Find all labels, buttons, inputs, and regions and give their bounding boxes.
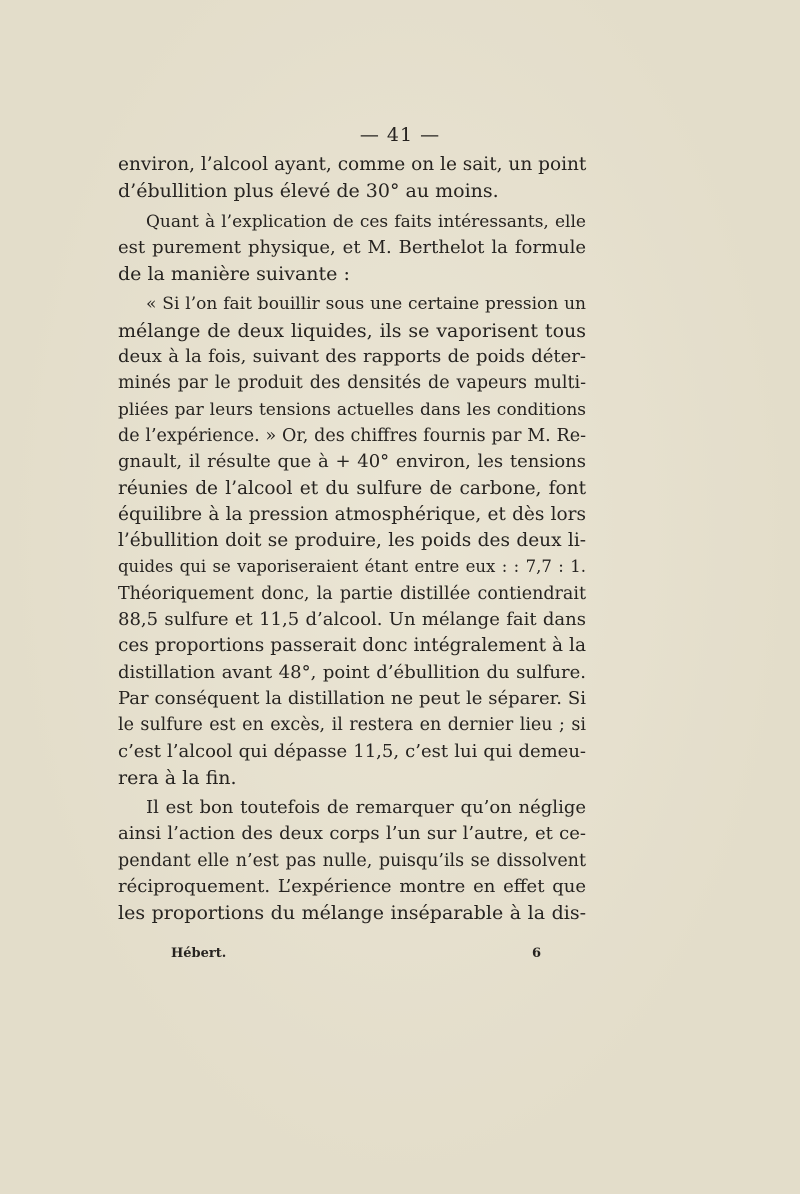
text-line: ces proportions passerait donc intégralement à la: [118, 635, 586, 657]
text-line: ainsi l’action des deux corps l’un sur l’autre, et ce-: [118, 823, 586, 845]
text-line: de la manière suivante :: [118, 263, 350, 286]
text-line: Quant à l’explication de ces faits intéressants, elle: [146, 211, 586, 232]
text-line: d’ébullition plus élevé de 30° au moins.: [118, 180, 499, 203]
text-line: mélange de deux liquides, ils se vaporisent tous: [118, 319, 586, 342]
text-line: de l’expérience. » Or, des chiffres fournis par M. Re-: [118, 425, 586, 446]
text-line: réciproquement. L’expérience montre en effet que: [118, 876, 586, 898]
text-line: est purement physique, et M. Berthelot la formule: [118, 236, 586, 258]
text-line: l’ébullition doit se produire, les poids des deux li-: [118, 530, 586, 552]
page-number: — 41 —: [359, 124, 441, 146]
text-line: gnault, il résulte que à + 40° environ, les tensions: [118, 451, 586, 473]
text-line: les proportions du mélange inséparable à la dis-: [118, 902, 586, 925]
text-line: Par conséquent la distillation ne peut le séparer. Si: [118, 687, 586, 709]
text-line: minés par le produit des densités de vapeurs multi-: [118, 373, 586, 394]
text-line: deux à la fois, suivant des rapports de poids déter-: [118, 346, 586, 368]
text-line: 88,5 sulfure et 11,5 d’alcool. Un mélange fait dans: [118, 609, 586, 631]
text-line: pliées par leurs tensions actuelles dans les conditions: [118, 399, 586, 420]
text-line: environ, l’alcool ayant, comme on le sait, un point: [118, 154, 587, 175]
text-line: quides qui se vaporiseraient étant entre eux : : 7,7 : 1.: [118, 557, 586, 577]
text-line: c’est l’alcool qui dépasse 11,5, c’est lui qui demeu-: [118, 740, 586, 762]
text-line: équilibre à la pression atmosphérique, et dès lors: [118, 503, 586, 525]
footer-signature-mark: 6: [531, 946, 541, 961]
text-line: rera à la fin.: [118, 766, 237, 789]
body-text: [118, 152, 586, 927]
text-line: le sulfure est en excès, il restera en dernier lieu ; si: [118, 715, 586, 736]
text-line: Il est bon toutefois de remarquer qu’on néglige: [146, 797, 586, 819]
text-line: réunies de l’alcool et du sulfure de carbone, font: [118, 477, 586, 499]
text-line: distillation avant 48°, point d’ébullition du sulfure.: [118, 661, 586, 683]
text-line: pendant elle n’est pas nulle, puisqu’ils se dissolvent: [118, 850, 586, 871]
footer-author: Hébert.: [171, 946, 227, 961]
text-line: « Si l’on fait bouillir sous une certaine pression un: [146, 294, 586, 315]
text-line: Théoriquement donc, la partie distillée contiendrait: [118, 583, 586, 604]
